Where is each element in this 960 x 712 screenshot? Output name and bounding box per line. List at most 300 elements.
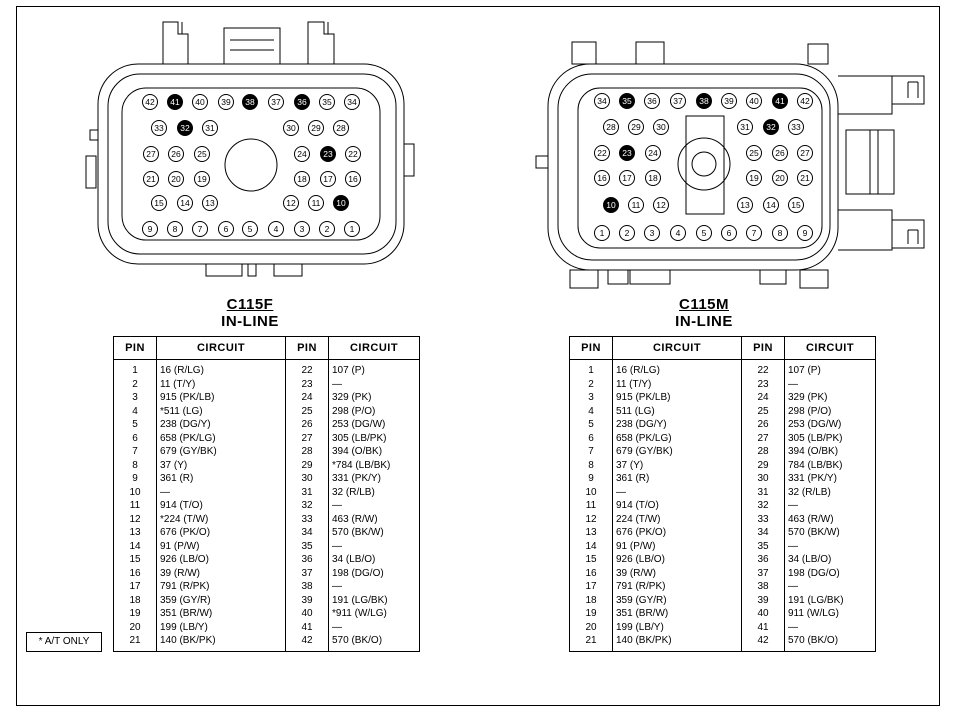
c115m-connector-face — [536, 42, 924, 288]
pin-cavity-label: 6 — [726, 228, 732, 238]
circuit-cell: 784 (LB/BK) — [785, 459, 876, 473]
circuit-cell: 34 (LB/O) — [785, 553, 876, 567]
pin-number-cell: 16 — [114, 567, 157, 581]
circuit-cell: *511 (LG) — [157, 405, 286, 419]
pin-cavity-label: 33 — [154, 123, 164, 133]
circuit-cell: 361 (R) — [157, 472, 286, 486]
table-row — [114, 513, 420, 527]
circuit-cell: 305 (LB/PK) — [329, 432, 420, 446]
pin-number-cell: 29 — [742, 459, 785, 473]
circuit-cell: — — [329, 378, 420, 392]
circuit-cell: *784 (LB/BK) — [329, 459, 420, 473]
table-row — [114, 472, 420, 486]
circuit-cell: 305 (LB/PK) — [785, 432, 876, 446]
pin-number-cell: 3 — [114, 391, 157, 405]
table-row — [570, 378, 876, 392]
circuit-cell: 329 (PK) — [785, 391, 876, 405]
circuit-cell: 11 (T/Y) — [157, 378, 286, 392]
pin-number-cell: 14 — [114, 540, 157, 554]
pin-number-cell: 26 — [742, 418, 785, 432]
pin-number-cell: 40 — [286, 607, 329, 621]
pin-cavity-label: 20 — [171, 174, 181, 184]
table-row — [570, 540, 876, 554]
pin-number-cell: 6 — [570, 432, 613, 446]
pin-cavity-label: 17 — [622, 173, 632, 183]
circuit-cell: 351 (BR/W) — [613, 607, 742, 621]
pin-number-cell: 33 — [742, 513, 785, 527]
pin-cavity-label: 4 — [273, 224, 279, 234]
pin-cavity-label: 31 — [740, 122, 750, 132]
pin-number-cell: 23 — [742, 378, 785, 392]
table-row — [114, 634, 420, 651]
pin-cavity-label: 15 — [154, 198, 164, 208]
pin-cavity-label: 28 — [606, 122, 616, 132]
pin-number-cell: 26 — [286, 418, 329, 432]
pin-number-cell: 18 — [114, 594, 157, 608]
pin-number-cell: 27 — [286, 432, 329, 446]
circuit-cell: 238 (DG/Y) — [157, 418, 286, 432]
pin-cavity-label: 36 — [647, 96, 657, 106]
pin-number-cell: 37 — [286, 567, 329, 581]
table-row — [570, 567, 876, 581]
column-header-circuit: CIRCUIT — [157, 337, 286, 360]
table-row — [114, 378, 420, 392]
pin-number-cell: 10 — [114, 486, 157, 500]
column-header-pin: PIN — [570, 337, 613, 360]
table-row — [570, 405, 876, 419]
pin-cavity-label: 29 — [631, 122, 641, 132]
c115f-pin-array — [143, 95, 361, 237]
circuit-cell: 463 (R/W) — [785, 513, 876, 527]
circuit-cell: 914 (T/O) — [157, 499, 286, 513]
pin-number-cell: 3 — [570, 391, 613, 405]
pin-number-cell: 38 — [286, 580, 329, 594]
pin-cavity-label: 2 — [324, 224, 330, 234]
pin-cavity-label: 36 — [297, 97, 307, 107]
pin-number-cell: 40 — [742, 607, 785, 621]
c115f-connector-name: C115F — [226, 296, 274, 313]
pin-number-cell: 24 — [286, 391, 329, 405]
pin-cavity-label: 42 — [145, 97, 155, 107]
circuit-cell: 926 (LB/O) — [613, 553, 742, 567]
pin-number-cell: 1 — [570, 360, 613, 378]
pin-number-cell: 38 — [742, 580, 785, 594]
circuit-cell: 199 (LB/Y) — [613, 621, 742, 635]
pin-number-cell: 30 — [286, 472, 329, 486]
at-only-note: * A/T ONLY — [26, 632, 102, 652]
circuit-cell: 140 (BK/PK) — [613, 634, 742, 651]
circuit-cell: 394 (O/BK) — [785, 445, 876, 459]
pin-number-cell: 5 — [570, 418, 613, 432]
pin-cavity-label: 19 — [749, 173, 759, 183]
circuit-cell: 570 (BK/O) — [785, 634, 876, 651]
pin-cavity-label: 3 — [299, 224, 305, 234]
table-row — [570, 391, 876, 405]
circuit-cell: 915 (PK/LB) — [157, 391, 286, 405]
pin-cavity-label: 8 — [777, 228, 783, 238]
pin-cavity-label: 21 — [800, 173, 810, 183]
table-row — [570, 486, 876, 500]
circuit-cell: 331 (PK/Y) — [329, 472, 420, 486]
pin-cavity-label: 23 — [622, 148, 632, 158]
pin-number-cell: 35 — [286, 540, 329, 554]
pin-cavity-label: 27 — [146, 149, 156, 159]
pin-cavity-label: 6 — [223, 224, 229, 234]
table-row — [570, 553, 876, 567]
pin-number-cell: 13 — [114, 526, 157, 540]
pin-cavity-label: 20 — [775, 173, 785, 183]
pin-number-cell: 8 — [114, 459, 157, 473]
pin-cavity-label: 26 — [171, 149, 181, 159]
pin-number-cell: 1 — [114, 360, 157, 378]
circuit-cell: — — [157, 486, 286, 500]
table-row — [114, 607, 420, 621]
circuit-cell: 91 (P/W) — [613, 540, 742, 554]
pin-cavity-label: 35 — [322, 97, 332, 107]
table-row — [570, 459, 876, 473]
column-header-pin: PIN — [286, 337, 329, 360]
table-row — [114, 459, 420, 473]
pin-cavity-label: 39 — [221, 97, 231, 107]
pin-number-cell: 11 — [114, 499, 157, 513]
pin-cavity-label: 32 — [766, 122, 776, 132]
table-row — [114, 432, 420, 446]
pin-cavity-label: 5 — [701, 228, 707, 238]
pin-cavity-label: 39 — [724, 96, 734, 106]
pin-cavity-label: 41 — [170, 97, 180, 107]
pin-cavity-label: 8 — [172, 224, 178, 234]
circuit-cell: 16 (R/LG) — [157, 360, 286, 378]
table-row — [114, 486, 420, 500]
pin-cavity-label: 10 — [336, 198, 346, 208]
pin-number-cell: 31 — [742, 486, 785, 500]
circuit-cell: 253 (DG/W) — [329, 418, 420, 432]
pin-number-cell: 12 — [114, 513, 157, 527]
pin-cavity-label: 34 — [597, 96, 607, 106]
pin-cavity-label: 27 — [800, 148, 810, 158]
pin-cavity-label: 11 — [631, 200, 641, 210]
pin-number-cell: 9 — [114, 472, 157, 486]
table-row — [570, 418, 876, 432]
table-row — [570, 634, 876, 651]
pin-cavity-label: 38 — [245, 97, 255, 107]
circuit-cell: 107 (P) — [785, 360, 876, 378]
pin-number-cell: 35 — [742, 540, 785, 554]
circuit-cell: 570 (BK/W) — [785, 526, 876, 540]
circuit-cell: 676 (PK/O) — [157, 526, 286, 540]
circuit-cell: 570 (BK/W) — [329, 526, 420, 540]
column-header-circuit: CIRCUIT — [329, 337, 420, 360]
table-row — [114, 360, 420, 378]
table-row — [570, 472, 876, 486]
table-row — [570, 526, 876, 540]
pin-cavity-label: 41 — [775, 96, 785, 106]
pin-number-cell: 36 — [286, 553, 329, 567]
circuit-cell: 39 (R/W) — [157, 567, 286, 581]
pin-number-cell: 32 — [286, 499, 329, 513]
circuit-cell: — — [785, 580, 876, 594]
pin-number-cell: 34 — [742, 526, 785, 540]
circuit-cell: 91 (P/W) — [157, 540, 286, 554]
pin-number-cell: 11 — [570, 499, 613, 513]
pin-cavity-label: 42 — [800, 96, 810, 106]
circuit-cell: 658 (PK/LG) — [157, 432, 286, 446]
pin-number-cell: 22 — [286, 360, 329, 378]
pin-cavity-label: 1 — [349, 224, 355, 234]
pin-number-cell: 20 — [114, 621, 157, 635]
pin-number-cell: 9 — [570, 472, 613, 486]
pin-number-cell: 25 — [286, 405, 329, 419]
pin-cavity-label: 34 — [347, 97, 357, 107]
pin-number-cell: 33 — [286, 513, 329, 527]
circuit-cell: 329 (PK) — [329, 391, 420, 405]
c115f-pin-table — [113, 336, 420, 652]
pin-number-cell: 14 — [570, 540, 613, 554]
pin-cavity-label: 25 — [749, 148, 759, 158]
table-row — [114, 526, 420, 540]
pin-cavity-label: 38 — [699, 96, 709, 106]
circuit-cell: 676 (PK/O) — [613, 526, 742, 540]
pin-number-cell: 22 — [742, 360, 785, 378]
pin-number-cell: 23 — [286, 378, 329, 392]
circuit-cell: 298 (P/O) — [329, 405, 420, 419]
table-row — [114, 621, 420, 635]
pin-number-cell: 2 — [570, 378, 613, 392]
table-row — [570, 607, 876, 621]
c115m-subtitle: IN-LINE — [675, 313, 733, 330]
pin-number-cell: 2 — [114, 378, 157, 392]
pin-number-cell: 32 — [742, 499, 785, 513]
circuit-cell: 224 (T/W) — [613, 513, 742, 527]
pin-cavity-label: 23 — [323, 149, 333, 159]
pin-number-cell: 21 — [114, 634, 157, 651]
circuit-cell: 107 (P) — [329, 360, 420, 378]
pin-cavity-label: 14 — [180, 198, 190, 208]
circuit-cell: 32 (R/LB) — [785, 486, 876, 500]
pin-number-cell: 30 — [742, 472, 785, 486]
circuit-cell: 915 (PK/LB) — [613, 391, 742, 405]
pin-number-cell: 25 — [742, 405, 785, 419]
table-row — [570, 445, 876, 459]
circuit-cell: 679 (GY/BK) — [613, 445, 742, 459]
pin-cavity-label: 40 — [749, 96, 759, 106]
circuit-cell: 359 (GY/R) — [613, 594, 742, 608]
c115f-subtitle: IN-LINE — [221, 313, 279, 330]
pin-cavity-label: 4 — [675, 228, 681, 238]
circuit-cell: 570 (BK/O) — [329, 634, 420, 651]
circuit-cell: *911 (W/LG) — [329, 607, 420, 621]
pin-cavity-label: 33 — [791, 122, 801, 132]
circuit-cell: — — [785, 540, 876, 554]
circuit-cell: 914 (T/O) — [613, 499, 742, 513]
pin-number-cell: 21 — [570, 634, 613, 651]
pin-number-cell: 17 — [570, 580, 613, 594]
pin-cavity-label: 40 — [195, 97, 205, 107]
column-header-pin: PIN — [742, 337, 785, 360]
pin-number-cell: 28 — [286, 445, 329, 459]
pin-cavity-label: 11 — [311, 198, 321, 208]
pin-number-cell: 36 — [742, 553, 785, 567]
circuit-cell: 191 (LG/BK) — [785, 594, 876, 608]
pin-number-cell: 34 — [286, 526, 329, 540]
circuit-cell: 140 (BK/PK) — [157, 634, 286, 651]
pin-cavity-label: 7 — [197, 224, 203, 234]
circuit-cell: — — [785, 621, 876, 635]
circuit-cell: 198 (DG/O) — [785, 567, 876, 581]
pin-number-cell: 18 — [570, 594, 613, 608]
pin-number-cell: 17 — [114, 580, 157, 594]
column-header-circuit: CIRCUIT — [785, 337, 876, 360]
table-row — [570, 580, 876, 594]
pin-number-cell: 13 — [570, 526, 613, 540]
pin-cavity-label: 18 — [648, 173, 658, 183]
c115f-connector-face — [86, 22, 414, 276]
table-row — [570, 621, 876, 635]
table-row — [114, 418, 420, 432]
pin-cavity-label: 15 — [791, 200, 801, 210]
circuit-cell: 791 (R/PK) — [157, 580, 286, 594]
pin-cavity-label: 16 — [348, 174, 358, 184]
circuit-cell: — — [329, 621, 420, 635]
circuit-cell: 791 (R/PK) — [613, 580, 742, 594]
pin-cavity-label: 30 — [656, 122, 666, 132]
table-row — [570, 432, 876, 446]
pin-number-cell: 19 — [114, 607, 157, 621]
circuit-cell: 238 (DG/Y) — [613, 418, 742, 432]
circuit-cell: — — [329, 499, 420, 513]
pin-number-cell: 37 — [742, 567, 785, 581]
circuit-cell: 253 (DG/W) — [785, 418, 876, 432]
pin-cavity-label: 35 — [622, 96, 632, 106]
table-row — [570, 513, 876, 527]
pin-cavity-label: 12 — [656, 200, 666, 210]
pin-number-cell: 15 — [114, 553, 157, 567]
table-row — [570, 360, 876, 378]
circuit-cell: 37 (Y) — [157, 459, 286, 473]
circuit-cell: 199 (LB/Y) — [157, 621, 286, 635]
pin-cavity-label: 16 — [597, 173, 607, 183]
circuit-cell: 394 (O/BK) — [329, 445, 420, 459]
pin-number-cell: 20 — [570, 621, 613, 635]
pin-number-cell: 41 — [742, 621, 785, 635]
pin-number-cell: 16 — [570, 567, 613, 581]
circuit-cell: — — [613, 486, 742, 500]
pin-number-cell: 42 — [286, 634, 329, 651]
circuit-cell: 34 (LB/O) — [329, 553, 420, 567]
pin-number-cell: 39 — [286, 594, 329, 608]
pin-cavity-label: 12 — [286, 198, 296, 208]
circuit-cell: 463 (R/W) — [329, 513, 420, 527]
circuit-cell: 359 (GY/R) — [157, 594, 286, 608]
pin-number-cell: 12 — [570, 513, 613, 527]
pin-cavity-label: 37 — [673, 96, 683, 106]
c115m-title — [554, 296, 854, 330]
circuit-cell: 926 (LB/O) — [157, 553, 286, 567]
pin-cavity-label: 22 — [597, 148, 607, 158]
circuit-cell: 511 (LG) — [613, 405, 742, 419]
circuit-cell: 911 (W/LG) — [785, 607, 876, 621]
circuit-cell: 331 (PK/Y) — [785, 472, 876, 486]
pin-cavity-label: 2 — [624, 228, 630, 238]
pin-cavity-label: 13 — [205, 198, 215, 208]
column-header-circuit: CIRCUIT — [613, 337, 742, 360]
pin-cavity-label: 31 — [205, 123, 215, 133]
table-row — [114, 540, 420, 554]
circuit-cell: 658 (PK/LG) — [613, 432, 742, 446]
pin-number-cell: 8 — [570, 459, 613, 473]
pin-cavity-label: 10 — [606, 200, 616, 210]
pin-number-cell: 29 — [286, 459, 329, 473]
pin-cavity-label: 5 — [247, 224, 253, 234]
pin-number-cell: 39 — [742, 594, 785, 608]
table-row — [570, 594, 876, 608]
pin-cavity-label: 1 — [599, 228, 605, 238]
pin-number-cell: 15 — [570, 553, 613, 567]
table-row — [114, 594, 420, 608]
circuit-cell: — — [329, 540, 420, 554]
pin-cavity-label: 26 — [775, 148, 785, 158]
column-header-pin: PIN — [114, 337, 157, 360]
pin-number-cell: 19 — [570, 607, 613, 621]
circuit-cell: 32 (R/LB) — [329, 486, 420, 500]
pin-cavity-label: 37 — [271, 97, 281, 107]
pin-cavity-label: 13 — [740, 200, 750, 210]
table-row — [114, 445, 420, 459]
circuit-cell: 191 (LG/BK) — [329, 594, 420, 608]
pin-cavity-label: 25 — [197, 149, 207, 159]
pin-cavity-label: 17 — [323, 174, 333, 184]
pin-number-cell: 5 — [114, 418, 157, 432]
pin-number-cell: 24 — [742, 391, 785, 405]
c115m-pin-table — [569, 336, 876, 652]
circuit-cell: 351 (BR/W) — [157, 607, 286, 621]
circuit-cell: 11 (T/Y) — [613, 378, 742, 392]
circuit-cell: 298 (P/O) — [785, 405, 876, 419]
pin-cavity-label: 3 — [649, 228, 655, 238]
circuit-cell: 361 (R) — [613, 472, 742, 486]
pin-cavity-label: 24 — [648, 148, 658, 158]
pin-cavity-label: 9 — [147, 224, 153, 234]
pin-cavity-label: 22 — [348, 149, 358, 159]
table-row — [114, 405, 420, 419]
pin-number-cell: 31 — [286, 486, 329, 500]
table-row — [114, 553, 420, 567]
pin-cavity-label: 32 — [180, 123, 190, 133]
table-row — [114, 580, 420, 594]
pin-cavity-label: 21 — [146, 174, 156, 184]
pin-cavity-label: 7 — [751, 228, 757, 238]
pin-cavity-label: 19 — [197, 174, 207, 184]
pin-cavity-label: 18 — [297, 174, 307, 184]
pin-cavity-label: 28 — [336, 123, 346, 133]
circuit-cell: *224 (T/W) — [157, 513, 286, 527]
circuit-cell: 679 (GY/BK) — [157, 445, 286, 459]
circuit-cell: 16 (R/LG) — [613, 360, 742, 378]
circuit-cell: 39 (R/W) — [613, 567, 742, 581]
table-row — [114, 391, 420, 405]
circuit-cell: 37 (Y) — [613, 459, 742, 473]
pin-number-cell: 4 — [114, 405, 157, 419]
pin-cavity-label: 30 — [286, 123, 296, 133]
pin-cavity-label: 29 — [311, 123, 321, 133]
table-row — [114, 567, 420, 581]
pin-number-cell: 4 — [570, 405, 613, 419]
table-row — [114, 499, 420, 513]
pin-number-cell: 7 — [114, 445, 157, 459]
pin-number-cell: 27 — [742, 432, 785, 446]
pin-number-cell: 7 — [570, 445, 613, 459]
pin-number-cell: 10 — [570, 486, 613, 500]
